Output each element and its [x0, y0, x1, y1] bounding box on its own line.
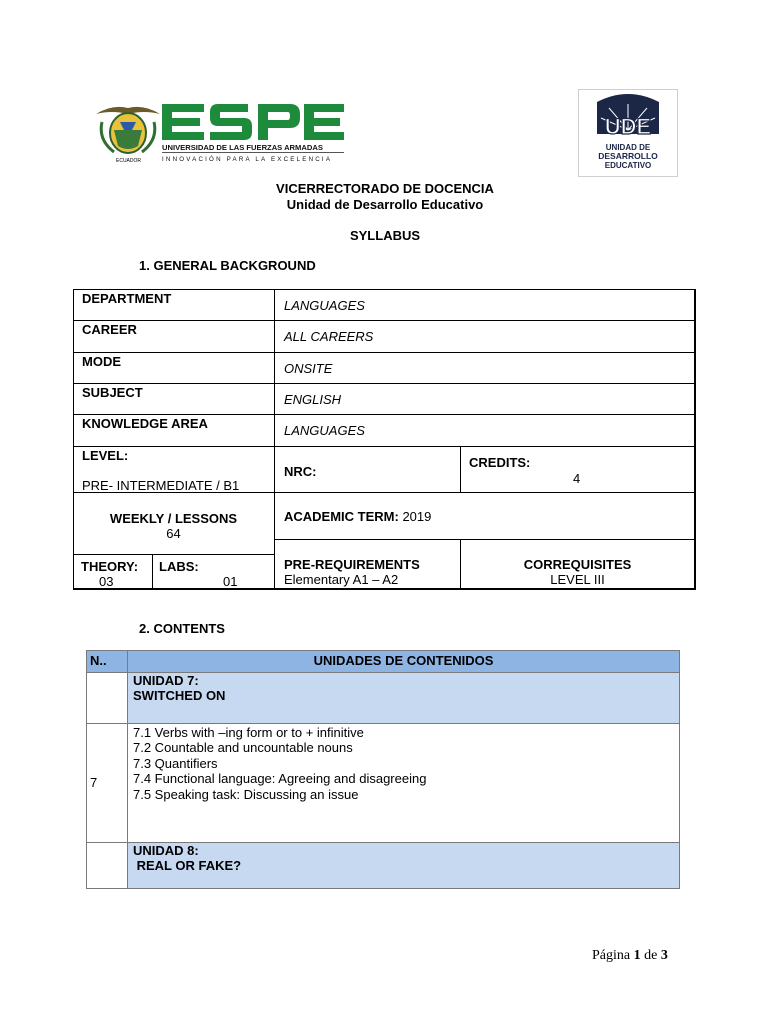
- department-label: DEPARTMENT: [82, 291, 172, 306]
- number-column-header: N..: [90, 653, 107, 668]
- svg-text:UNIDAD DE: UNIDAD DE: [605, 143, 651, 152]
- unit7-item: 7.1 Verbs with –ing form or to + infinitive: [133, 725, 364, 740]
- unit7-item: 7.3 Quantifiers: [133, 756, 218, 771]
- contents-table: [86, 650, 680, 890]
- unit7-title-line2: SWITCHED ON: [133, 688, 226, 703]
- general-background-table: [73, 289, 695, 589]
- general-background-heading: 1. GENERAL BACKGROUND: [139, 258, 316, 273]
- svg-text:ECUADOR: ECUADOR: [116, 158, 142, 164]
- theory-value: 03: [99, 574, 114, 589]
- credits-label: CREDITS:: [469, 455, 531, 470]
- unit7-number: 7: [90, 775, 98, 790]
- svg-text:INNOVACIÓN PARA LA EXCELENCIA: INNOVACIÓN PARA LA EXCELENCIA: [162, 156, 333, 163]
- corequisites-label: CORREQUISITES: [523, 557, 632, 572]
- page-word: Página: [592, 948, 631, 963]
- theory-label: THEORY:: [81, 559, 139, 574]
- page-number: [592, 948, 668, 964]
- credits-value: 4: [573, 471, 581, 486]
- academic-term: [284, 509, 431, 524]
- espe-wordmark: [162, 104, 344, 140]
- svg-text:UNIVERSIDAD DE LAS FUERZAS ARM: UNIVERSIDAD DE LAS FUERZAS ARMADAS: [162, 143, 323, 152]
- knowledge-area-label: KNOWLEDGE AREA: [82, 416, 208, 431]
- syllabus-title: SYLLABUS: [349, 228, 421, 243]
- contents-heading: 2. CONTENTS: [139, 621, 225, 636]
- page-total: 3: [660, 948, 668, 963]
- svg-text:UDE: UDE: [604, 114, 652, 139]
- department-value: LANGUAGES: [284, 298, 365, 313]
- vicerrectorado-title: VICERRECTORADO DE DOCENCIA: [276, 181, 494, 196]
- svg-text:EDUCATIVO: EDUCATIVO: [604, 161, 652, 170]
- weekly-lessons-label: WEEKLY / LESSONS: [109, 511, 238, 526]
- unit7-item: 7.4 Functional language: Agreeing and disagreeing: [133, 771, 427, 786]
- units-column-header: UNIDADES DE CONTENIDOS: [313, 653, 494, 668]
- page-current: 1: [633, 948, 641, 963]
- ecuador-crest-icon: [96, 107, 160, 153]
- page-of: de: [644, 948, 658, 963]
- corequisites-value: LEVEL III: [550, 572, 605, 587]
- weekly-lessons-value: 64: [166, 526, 181, 541]
- unit8-title-line2: REAL OR FAKE?: [133, 858, 242, 873]
- mode-value: ONSITE: [284, 361, 333, 376]
- level-value: PRE- INTERMEDIATE / B1: [82, 478, 240, 493]
- ude-logo: [578, 89, 678, 177]
- unit-title: Unidad de Desarrollo Educativo: [286, 197, 484, 212]
- unit8-title-line1: UNIDAD 8:: [133, 843, 199, 858]
- unit7-item: 7.2 Countable and uncountable nouns: [133, 740, 353, 755]
- level-label: LEVEL:: [82, 448, 129, 463]
- academic-term-value: 2019: [402, 509, 432, 524]
- mode-label: MODE: [82, 354, 121, 369]
- unit7-item: 7.5 Speaking task: Discussing an issue: [133, 787, 359, 802]
- svg-text:DESARROLLO: DESARROLLO: [598, 151, 658, 161]
- career-label: CAREER: [82, 322, 137, 337]
- academic-term-label: ACADEMIC TERM:: [284, 509, 399, 524]
- nrc-label: NRC:: [284, 464, 317, 479]
- subject-value: ENGLISH: [284, 392, 342, 407]
- prerequirements-value: Elementary A1 – A2: [284, 572, 399, 587]
- labs-value: 01: [223, 574, 238, 589]
- career-value: ALL CAREERS: [284, 329, 374, 344]
- subject-label: SUBJECT: [82, 385, 143, 400]
- prerequirements-label: PRE-REQUIREMENTS: [284, 557, 420, 572]
- espe-logo: [94, 100, 344, 166]
- labs-label: LABS:: [159, 559, 199, 574]
- knowledge-area-value: LANGUAGES: [284, 423, 365, 438]
- unit7-title-line1: UNIDAD 7:: [133, 673, 199, 688]
